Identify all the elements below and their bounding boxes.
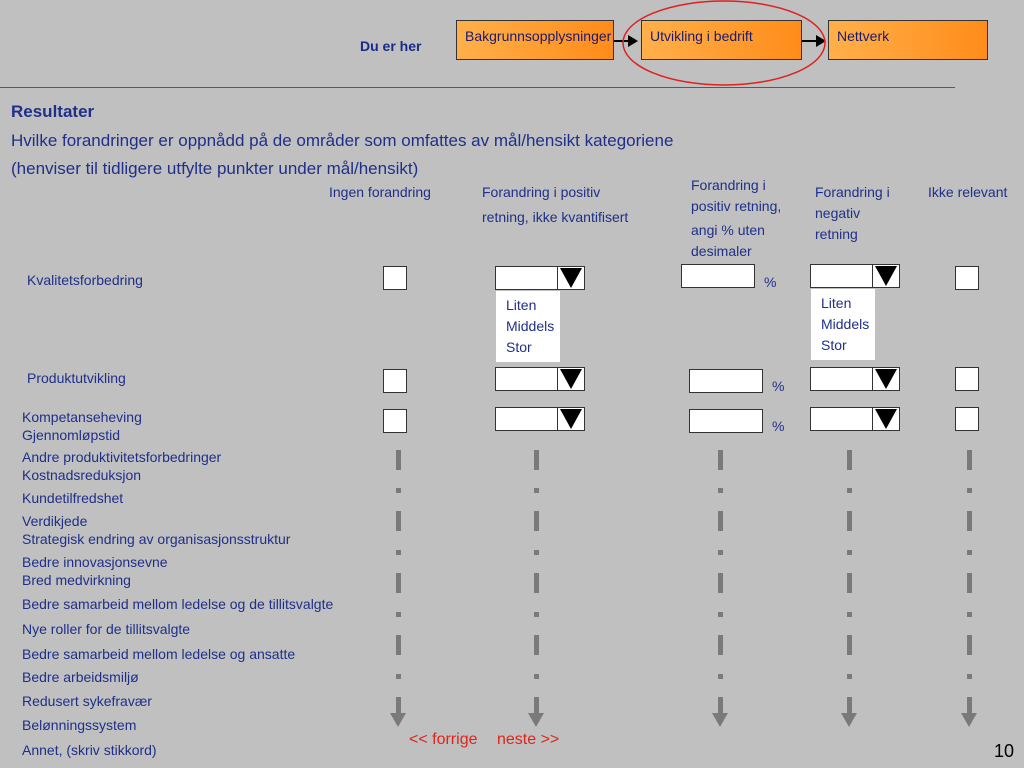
section-title: Resultater [11, 102, 95, 121]
percent-input[interactable] [681, 264, 755, 288]
dash-segment [967, 635, 972, 655]
dash-segment [534, 450, 539, 470]
dash-segment [847, 635, 852, 655]
dash-segment [967, 697, 972, 713]
column-header-line: retning, ikke kvantifisert [482, 209, 629, 225]
not-relevant-checkbox[interactable] [955, 266, 979, 290]
dash-segment [718, 635, 723, 655]
option-large[interactable]: Stor [506, 339, 532, 355]
row-label-competence: Kompetanseheving [22, 409, 142, 425]
dash-dot [396, 488, 401, 493]
dash-dot [396, 550, 401, 555]
percent-sign: % [772, 378, 785, 394]
down-arrow-icon [390, 713, 406, 727]
dash-dot [396, 612, 401, 617]
row-label-cooperation-employees: Bedre samarbeid mellom ledelse og ansatte [22, 646, 296, 662]
column-header-line: retning [815, 226, 858, 242]
no-change-checkbox[interactable] [383, 266, 407, 290]
option-small[interactable]: Liten [821, 295, 852, 311]
dash-dot [718, 550, 723, 555]
column-header-positive-percent [691, 175, 781, 262]
dropdown-separator [872, 408, 873, 430]
dropdown-arrow-icon [875, 266, 897, 286]
step-label: Nettverk [837, 28, 890, 44]
row-label-throughput-time: Gjennomløpstid [22, 427, 121, 443]
dash-dot [718, 612, 723, 617]
dropdown-arrow-icon [875, 409, 897, 429]
dash-segment [847, 450, 852, 470]
dash-segment [534, 635, 539, 655]
dropdown-separator [557, 368, 558, 390]
dash-segment [396, 635, 401, 655]
column-header-positive-not-quantified [482, 182, 628, 228]
no-change-checkbox[interactable] [383, 409, 407, 433]
dropdown-arrow-icon [560, 369, 582, 389]
option-small[interactable]: Liten [506, 297, 537, 313]
option-large[interactable]: Stor [821, 337, 847, 353]
header-divider [0, 87, 955, 88]
dash-segment [718, 697, 723, 713]
dash-dot [534, 550, 539, 555]
positive-size-dropdown[interactable] [495, 407, 585, 431]
column-header-line: desimaler [691, 243, 752, 259]
dash-dot [967, 674, 972, 679]
positive-size-dropdown[interactable] [495, 367, 585, 391]
row-label-new-roles: Nye roller for de tillitsvalgte [22, 621, 191, 637]
dash-segment [847, 573, 852, 593]
percent-sign: % [764, 274, 777, 290]
dash-segment [396, 697, 401, 713]
no-change-checkbox[interactable] [383, 369, 407, 393]
row-label-broad-participation: Bred medvirkning [22, 572, 131, 588]
dash-segment [718, 573, 723, 593]
dash-segment [396, 450, 401, 470]
step-label: Utvikling i bedrift [650, 28, 753, 44]
dash-dot [967, 550, 972, 555]
dash-segment [718, 450, 723, 470]
negative-size-dropdown[interactable] [810, 407, 900, 431]
column-header-negative [815, 182, 890, 245]
row-label-value-chain: Verdikjede [22, 513, 88, 529]
negative-size-options [811, 289, 875, 360]
dropdown-separator [872, 368, 873, 390]
row-label-quality: Kvalitetsforbedring [27, 272, 143, 288]
column-header-line: angi % uten [691, 222, 765, 238]
negative-size-dropdown[interactable] [810, 264, 900, 288]
dash-segment [396, 573, 401, 593]
row-label-other: Annet, (skriv stikkord) [22, 742, 157, 758]
percent-input[interactable] [689, 369, 763, 393]
row-label-product-development: Produktutvikling [27, 370, 126, 386]
question-line-1: Hvilke forandringer er oppnådd på de områder som omfattes av mål/hensikt kategoriene [11, 131, 674, 150]
dash-segment [396, 511, 401, 531]
dash-dot [396, 674, 401, 679]
row-label-cooperation-union: Bedre samarbeid mellom ledelse og de tillitsvalgte [22, 596, 334, 612]
dash-segment [967, 511, 972, 531]
negative-size-dropdown[interactable] [810, 367, 900, 391]
dash-dot [847, 488, 852, 493]
row-label-strategic-change: Strategisk endring av organisasjonsstruktur [22, 531, 291, 547]
dash-dot [967, 488, 972, 493]
step-background-info[interactable] [456, 20, 614, 60]
positive-size-options [496, 291, 560, 362]
step-label: Bakgrunnsopplysninger [465, 28, 612, 44]
row-label-customer-satisfaction: Kundetilfredshet [22, 490, 124, 506]
dash-dot [847, 674, 852, 679]
you-are-here-label: Du er her [360, 38, 422, 54]
dash-dot [534, 674, 539, 679]
question-line-2: (henviser til tidligere utfylte punkter under mål/hensikt) [11, 159, 419, 178]
dash-dot [967, 612, 972, 617]
percent-sign: % [772, 418, 785, 434]
dash-dot [847, 612, 852, 617]
percent-input[interactable] [689, 409, 763, 433]
dash-segment [847, 511, 852, 531]
column-header-line: Forandring i [815, 184, 890, 200]
dropdown-separator [872, 265, 873, 287]
down-arrow-icon [528, 713, 544, 727]
dropdown-arrow-icon [560, 409, 582, 429]
not-relevant-checkbox[interactable] [955, 407, 979, 431]
down-arrow-icon [841, 713, 857, 727]
row-label-work-environment: Bedre arbeidsmiljø [22, 669, 139, 685]
dash-segment [534, 511, 539, 531]
dash-segment [967, 450, 972, 470]
current-step-highlight-ring [620, 0, 830, 90]
not-relevant-checkbox[interactable] [955, 367, 979, 391]
option-medium[interactable]: Middels [506, 318, 555, 334]
next-link[interactable]: neste >> [497, 731, 560, 748]
option-medium[interactable]: Middels [821, 316, 870, 332]
dropdown-separator [557, 267, 558, 289]
down-arrow-icon [961, 713, 977, 727]
row-label-sick-leave: Redusert sykefravær [22, 693, 152, 709]
dropdown-separator [557, 408, 558, 430]
column-header-line: positiv retning, [691, 198, 782, 214]
dash-dot [847, 550, 852, 555]
dash-dot [534, 488, 539, 493]
row-label-cost-reduction: Kostnadsreduksjon [22, 467, 142, 483]
column-header-line: Forandring i positiv [482, 184, 601, 200]
previous-link[interactable]: << forrige [409, 731, 478, 748]
column-header-not-relevant: Ikke relevant [928, 184, 1008, 200]
step-network[interactable] [828, 20, 988, 60]
down-arrow-icon [712, 713, 728, 727]
dash-segment [534, 573, 539, 593]
dash-dot [718, 674, 723, 679]
dash-segment [534, 697, 539, 713]
row-label-other-productivity: Andre produktivitetsforbedringer [22, 449, 222, 465]
dash-segment [967, 573, 972, 593]
row-label-reward-system: Belønningssystem [22, 717, 137, 733]
positive-size-dropdown[interactable] [495, 266, 585, 290]
column-header-line: Forandring i [691, 177, 766, 193]
column-header-no-change: Ingen forandring [329, 184, 431, 200]
dash-dot [534, 612, 539, 617]
dash-segment [718, 511, 723, 531]
column-header-line: negativ [815, 205, 861, 221]
row-label-innovation: Bedre innovasjonsevne [22, 554, 168, 570]
dropdown-arrow-icon [560, 268, 582, 288]
dash-segment [847, 697, 852, 713]
dash-dot [718, 488, 723, 493]
dropdown-arrow-icon [875, 369, 897, 389]
page-number: 10 [993, 741, 1014, 761]
